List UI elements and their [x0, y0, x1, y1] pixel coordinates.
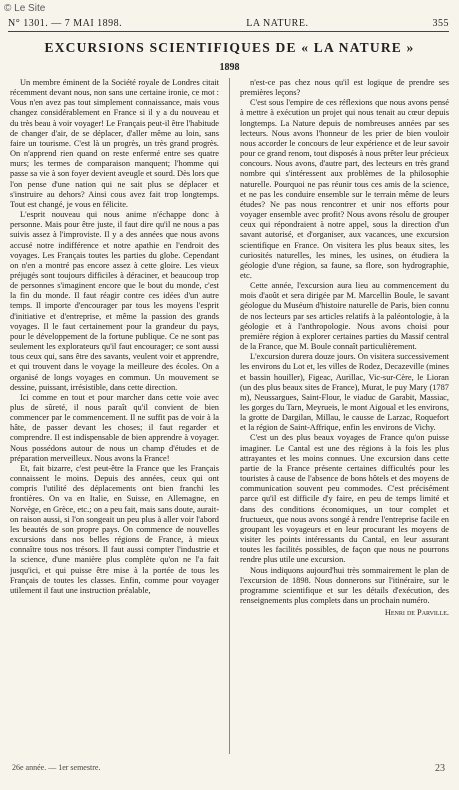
sheet-number: 23: [435, 763, 445, 774]
page-number-top: 355: [432, 18, 449, 29]
author-signature: Henri de Parville.: [384, 608, 449, 618]
paragraph: C'est sous l'empire de ces réflexions que nous avons pensé à mettre à exécution un projet qui nous tenait au cœur depuis longtemps. La Nature depuis de nombreuses années par ses lecteurs. Nous avons l'honneur de les prier de bien vouloir nous accorder le concours de leur expérience et de leur savoir pour ce grand renom, tout disposés à nous prêter leur précieux concours. Nous avons, d'autre part, des lecteurs en très grand nombre qui s'intéressent aux problèmes de la philosophie naturelle. Pourquoi ne pas réunir tous ces amis de la science, et ne pas les conduire ensemble sur le terrain même de leurs études? Ne pas nous rencontrer et unir nos efforts pour voyager ensemble avec profit? Nous avons résolu de grouper ceux qui répondraient à notre appel, sous la direction d'un savant autorisé, et d'organiser, aux vacances, une excursion scientifique en France. On visitera les plus beaux sites, les curiosités naturelles, les mines, les usines, on étudiera la géologie d'une région, sa faune, sa flore, son hydrographie, etc.: [240, 98, 449, 280]
paragraph: Nous indiquons aujourd'hui très sommairement le plan de l'excursion de 1898. Nous donnerons sur l'itinéraire, sur le programme scientifique et sur les détails d'exécution, des renseignements plus complets dans un prochain numéro.: [240, 565, 449, 605]
article-title: EXCURSIONS SCIENTIFIQUES DE « LA NATURE »: [44, 40, 415, 55]
column-divider: [229, 78, 230, 754]
volume-info: 26e année. — 1er semestre.: [12, 763, 101, 772]
column-left: [10, 78, 219, 754]
watermark: © Le Site: [4, 3, 46, 14]
column-right: [240, 78, 449, 754]
paragraph: C'est un des plus beaux voyages de France qu'on puisse imaginer. Le Cantal est une des régions à la fois les plus attrayantes et les moins connues. Une excursion dans cette partie de la France présente certaines difficultés pour les touristes à cause de l'absence de bons hôtels et des moyens de communication souvent peu commodes. C'est précisément parce qu'il est difficile d'y faire, en peu de temps limité et dans des conditions économiques, un tour complet et fructueux, que nous avons songé à rendre l'entreprise facile en groupant les voyageurs et en leur procurant les moyens de visiter les points intéressants du Cantal, en leur assurant toutes les facilités possibles, de façon que nous ne pourrons rendre plus utile une excursion.: [240, 433, 449, 565]
article-year: 1898: [219, 62, 240, 73]
journal-name: LA NATURE.: [246, 18, 309, 29]
header-rule: [8, 31, 449, 32]
paragraph: L'excursion durera douze jours. On visitera successivement les environs du Lot et, les villes de Rodez, Decazeville (mines et bassin houiller), Figeac, Aurillac, Vic-sur-Cère, le Lioran (un des plus beaux sites de France), Murat, le puy Mary (1787 m), Neussargues, Saint-Flour, le viaduc de Garabit, Massiac, les gorges du Tarn, Meyrueis, le mont Aigoual et les environs, la grotte de Dargilan, Millau, le causse de Larzac, Roquefort et la région de Saint-Affrique, enfin les environs de Vichy.: [240, 352, 449, 433]
running-head: [8, 18, 449, 29]
paragraph: Un membre éminent de la Société royale de Londres citait récemment devant nous, non sans une certaine ironie, ce mot : Vous n'en avez pas tout simplement connaissance, mais vous changez considérablement en France si il y a du nouveau et du très beau à voir voyager! Le Français peut-il être l'habitude de changer d'air, de se déplacer, d'aller même au loin, sans faire un tourisme. C'est là un progrès, un très grand progrès. On n'apprend rien quand on reste enfermé entre ses quatre murs; les termes de comparaison manquent; l'homme qui passe sa vie à son foyer devient aveugle et sourd. Dès lors que l'on pense d'une nation qui ne sait plus se déplacer et s'instruire au dehors? Ainsi cous avez fait trop longtemps. Tout est changé, je vous en félicite.: [10, 78, 219, 209]
paragraph: Et, fait bizarre, c'est peut-être la France que les Français connaissent le moins. Depuis des années, ceux qui ont compris l'utilité des déplacements ont bien franchi les frontières. On va en Italie, en Suisse, en Allemagne, en Norvège, en Grèce, etc.; on a peu fait, mais sans doute, aurait-on raison aussi, si l'on songeait un peu plus à aller voir l'abord les beautés de son propre pays. On commence de nouvelles excursions dans nos belles régions de France, à mieux connaître tous nos trésors. Il faut aussi compter l'industrie et la science, d'une manière plus complète qu'on ne l'a fait jusqu'ici, et qui puisse être mise à la portée de tous les Français de toutes les classes. Enfin, comme pour voyager utilement il faut une instruction préalable,: [10, 463, 219, 595]
page-footer: [12, 763, 445, 774]
article-body: [10, 78, 449, 754]
paragraph: Ici comme en tout et pour marcher dans cette voie avec plus de sûreté, il nous paraît qu'il convient de bien commencer par le commencement. Il ne suffit pas de voir à la hâte, de passer devant les choses; il faut regarder et comprendre. Il est indispensable de bien apprendre à voyager. Nous possédons autour de nous un champ d'études et de préparation merveilleux. Nous avons la France!: [10, 392, 219, 463]
paragraph: L'esprit nouveau qui nous anime n'échappe donc à personne. Mais pour être juste, il faut dire qu'il ne nous a pas suivis assez à l'improviste. Il y a des années que nous avons accusé notre indifférence et notre apathie en l'endroit des voyages. Les Français toutes les parties du globe. Cependant on n'en a montré pas encore assez à cette gloire. Les vieux préjugés sont toujours difficiles à déraciner, et beaucoup trop de personnes s'imaginent encore que le bout du monde, c'est la fin du monde. Il faut réagir contre ces idées d'un autre temps. Il importe d'encourager par tous les moyens l'esprit d'initiative et d'entreprise, et même la passion des grands voyages. Il le faut certainement pour la grandeur du pays, pour le développement de la fortune publique. Ce ne sont pas seulement les explorateurs qu'il faut encourager; ce sont aussi tous ceux qui, sans être des savants, veulent voir et apprendre, et qui trouvent dans le voyage la meilleure des écoles. On a organisé de longs voyages en commun. Un mouvement se dessine, puissant, irrésistible, dans cette direction.: [10, 210, 219, 392]
paragraph: n'est-ce pas chez nous qu'il est logique de prendre ses premières leçons?: [240, 78, 449, 98]
issue-info: N° 1301. — 7 MAI 1898.: [8, 18, 123, 29]
paragraph: Cette année, l'excursion aura lieu au commencement du mois d'août et sera dirigée par M. Marcellin Boule, le savant géologue du Muséum d'histoire naturelle de Paris, bien connu de nos lecteurs par ses articles relatifs à la paléontologie, à la géologie et à l'anthropologie. Nous avons choisi pour première région à explorer certaines parties du Massif central de la France, que M. Boule connaît particulièrement.: [240, 281, 449, 352]
